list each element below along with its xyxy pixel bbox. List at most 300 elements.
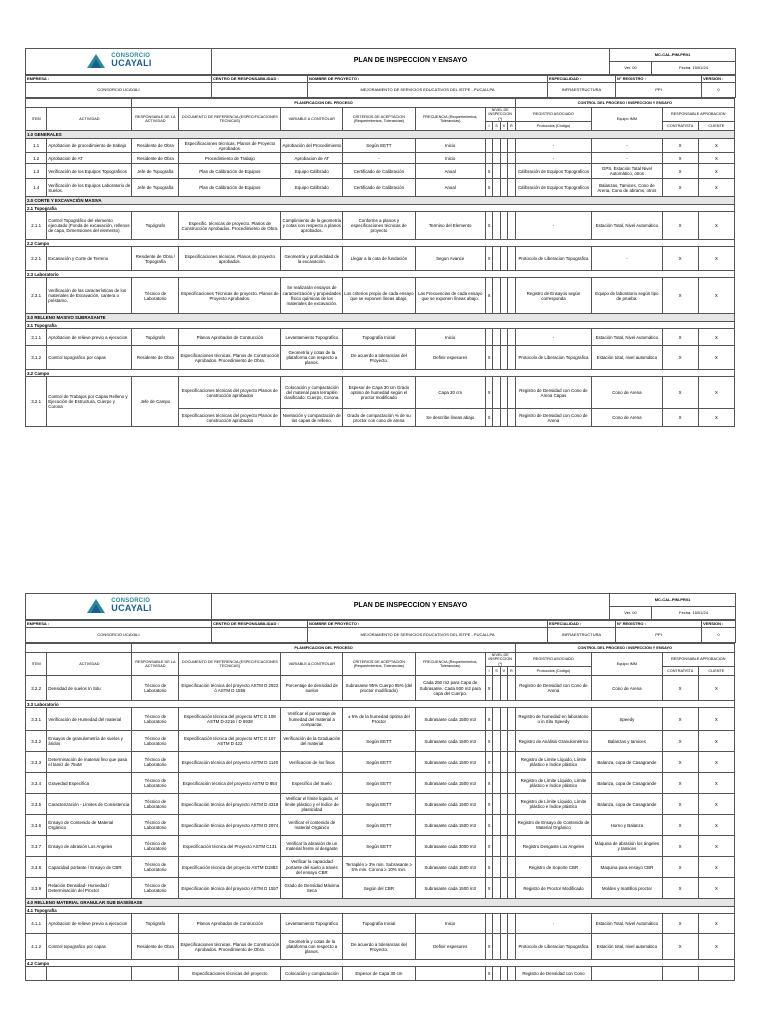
row-item: 3.3.3 <box>26 752 47 773</box>
row-cliente: X <box>698 377 734 409</box>
row-nivel-i: X <box>485 878 492 899</box>
row-equipo: Estación total, nivel automático <box>592 934 662 960</box>
especialidad-value: INFRAESTRUCTURA <box>548 83 616 98</box>
row-nivel-s <box>493 815 500 836</box>
especialidad-label: ESPECIALIDAD : <box>548 621 616 628</box>
row-cliente: X <box>698 878 734 899</box>
row-nivel-i: X <box>485 247 492 271</box>
row-registro: Registro de Limite Líquido, Límite plástico e Índice plástico <box>515 752 592 773</box>
document-title: PLAN DE INSPECCION Y ENSAYO <box>212 49 610 75</box>
colhead-cliente: CLIENTE <box>698 122 734 131</box>
subsection-heading: 3.3 Laboratorio <box>26 701 735 708</box>
row-registro: - <box>515 212 592 240</box>
row-variable: Geometría y profundidad de la excavación. <box>281 247 343 271</box>
row-nivel-v <box>500 934 507 960</box>
row-nivel-s <box>493 752 500 773</box>
row-nivel-v <box>500 139 507 153</box>
row-nivel-s <box>493 914 500 934</box>
row-contratista: X <box>662 346 698 370</box>
row-frecuencia: Anual <box>415 164 485 179</box>
table-row <box>26 794 735 815</box>
row-actividad: Aprobacion de AT <box>47 153 132 164</box>
row-registro: Protocolo de Liberacion Topografica <box>515 934 592 960</box>
row-nivel-r <box>508 409 516 427</box>
colhead-item: ITEM <box>26 653 47 676</box>
colhead-control: CONTROL DEL PROCESO / INSPECCION Y ENSAYO <box>515 99 734 108</box>
table-row <box>26 836 735 857</box>
row-item: 1.3 <box>26 164 47 179</box>
row-frecuencia: Se describe lineas abajo <box>415 409 485 427</box>
colhead-nivel-sub: I <box>485 667 492 676</box>
subsection-heading: 2.3 Laboratorio <box>26 271 735 278</box>
row-variable: Equipo Calibrado <box>281 164 343 179</box>
row-actividad: Control topografico por capas <box>47 934 132 960</box>
row-frecuencia: Inicio <box>415 914 485 934</box>
colhead-variable: VARIABLE A CONTROLAR <box>281 653 343 676</box>
table-row <box>26 708 735 731</box>
colhead-equipo: Equipo IMM <box>592 108 662 131</box>
row-nivel-s <box>493 878 500 899</box>
row-equipo: - <box>592 139 662 153</box>
row-criterios: Subrasante 95% Cuerpo 95% (del proctor modificado) <box>343 676 415 701</box>
table-row <box>26 857 735 878</box>
row-nivel-i <box>485 329 492 346</box>
row-nivel-s <box>493 247 500 271</box>
registro-value: PPI <box>616 83 702 98</box>
row-nivel-v <box>500 676 507 701</box>
row-nivel-r <box>508 836 516 857</box>
row-equipo: Maquina para ensayo CBR <box>592 857 662 878</box>
row-item: 3.3.9 <box>26 878 47 899</box>
version2-label: VERSION : <box>702 621 736 628</box>
row-variable: Aprobación del Procedimiento <box>281 139 343 153</box>
row-actividad: Densidad de suelos In Situ <box>47 676 132 701</box>
row-nivel-i: X <box>485 409 492 427</box>
row-documento: Especificación técnica del proyecto ASTM D 2974 <box>179 815 281 836</box>
row-variable: Verificar la capacidad portante del suelo a través del ensayo CBR <box>281 857 343 878</box>
row-nivel-v <box>500 278 507 314</box>
row-nivel-i: X <box>485 377 492 409</box>
row-nivel-s <box>493 278 500 314</box>
row-cliente: X <box>698 164 734 179</box>
registro-label: N° REGISTRO : <box>616 76 702 83</box>
row-responsable: Jefe de Topografía <box>132 179 179 197</box>
row-documento: Especificaciones técnicas del proyecto Planos de construcción aprobados <box>179 409 281 427</box>
empresa-label: EMPRESA : <box>26 621 212 628</box>
row-contratista: X <box>662 247 698 271</box>
row-nivel-i: X <box>485 179 492 197</box>
doc-code: MC-CAL-PIM-PR01 <box>610 594 736 607</box>
row-registro: - <box>515 914 592 934</box>
row-nivel-i <box>485 139 492 153</box>
row-actividad: Gravedad Específica <box>47 773 132 794</box>
row-variable: Verificacion de los finos <box>281 752 343 773</box>
row-nivel-v <box>500 346 507 370</box>
row-documento: Especificaciones técnicas. Planos de Construcción Aprobados. Procedimiento de Obra. <box>179 346 281 370</box>
row-item: 3.3.5 <box>26 794 47 815</box>
row-nivel-s <box>493 164 500 179</box>
document-title: PLAN DE INSPECCION Y ENSAYO <box>212 594 610 620</box>
row-nivel-s <box>493 153 500 164</box>
table-row <box>26 676 735 701</box>
row-contratista: X <box>662 914 698 934</box>
inspection-table-page-1 <box>25 98 735 427</box>
row-contratista: X <box>662 857 698 878</box>
row-nivel-v <box>500 731 507 752</box>
row-registro: Calibración de Equipos Topograficos <box>515 179 592 197</box>
row-documento: Especificaciones técnicas. Planos de Proyecto Aprobados. <box>179 139 281 153</box>
row-actividad <box>47 967 132 981</box>
row-documento: Especificaciones técnicas. Planos de Construcción Aprobados. Procedimiento de Obra. <box>179 934 281 960</box>
row-frecuencia: Definir espesores <box>415 346 485 370</box>
row-nivel-i: X <box>485 794 492 815</box>
row-nivel-v <box>500 815 507 836</box>
row-documento: Planos Aprobados de Contrucción <box>179 914 281 934</box>
table-row <box>26 212 735 240</box>
row-equipo: Balanza, copa de Casagrande <box>592 752 662 773</box>
row-frecuencia: Inicio <box>415 153 485 164</box>
row-equipo: Estación total, nivel automático <box>592 346 662 370</box>
row-equipo <box>592 967 662 981</box>
colhead-cliente: CLIENTE <box>698 667 734 676</box>
row-item: 3.3.6 <box>26 815 47 836</box>
row-documento: Plan de Calibración de Equipos <box>179 179 281 197</box>
row-equipo: Speedy <box>592 708 662 731</box>
row-variable: Geometría y cotas de la plataforma con respecto a planos. <box>281 934 343 960</box>
proyecto-value: MEJORAMIENTO DE SERVICIOS EDUCATIVOS DEL ISTPE - PUCALLPA <box>308 83 548 98</box>
row-item: 2.1.1 <box>26 212 47 240</box>
proyecto-label: NOMBRE DE PROYECTO : <box>308 621 548 628</box>
row-nivel-r <box>508 914 516 934</box>
document-page-1 <box>25 48 735 427</box>
row-variable: Levantamiento Topografico <box>281 329 343 346</box>
row-contratista: X <box>662 836 698 857</box>
row-nivel-v <box>500 247 507 271</box>
row-nivel-r <box>508 346 516 370</box>
row-item: 3.2.1 <box>26 377 47 427</box>
row-criterios: De acuerdo a tolerancias del Proyecto. <box>343 934 415 960</box>
header-table <box>25 593 736 620</box>
row-equipo: GPS, Estación Total Nivel Automático, otros <box>592 164 662 179</box>
table-row <box>26 914 735 934</box>
row-cliente: X <box>698 346 734 370</box>
row-equipo: Cono de Arena <box>592 676 662 701</box>
row-actividad: Control de Trabajos por Capas Relleno y Ejecución de Estructura, Cuerpo y Corona <box>47 377 132 427</box>
row-item: 1.4 <box>26 179 47 197</box>
row-equipo: - <box>592 247 662 271</box>
row-responsable: Jefe de Topografía <box>132 164 179 179</box>
row-variable: Colocación y compactación <box>281 967 343 981</box>
info-table <box>25 75 736 98</box>
logo <box>26 49 212 75</box>
row-contratista: X <box>662 139 698 153</box>
row-nivel-i <box>485 153 492 164</box>
row-contratista: X <box>662 329 698 346</box>
row-nivel-s <box>493 346 500 370</box>
colhead-planificacion: PLANIFICACION DEL PROCESO <box>132 99 515 108</box>
row-responsable: Topógrafo <box>132 212 179 240</box>
row-nivel-s <box>493 836 500 857</box>
row-variable: Se realizarán ensayos de caracterización y propiedades físico químicas de los materiales de excavación. <box>281 278 343 314</box>
row-frecuencia: Subrasante cada 1500 m3 <box>415 815 485 836</box>
row-nivel-v <box>500 752 507 773</box>
row-nivel-s <box>493 329 500 346</box>
row-contratista: X <box>662 409 698 427</box>
table-row <box>26 878 735 899</box>
row-frecuencia: Subrasante cada 1500 m3 <box>415 731 485 752</box>
table-row <box>26 934 735 960</box>
colhead-resp-aprobacion: RESPONSABLE APROBACION <box>662 653 734 667</box>
colhead-blank <box>26 644 132 653</box>
row-criterios: Según EETT <box>343 731 415 752</box>
table-row <box>26 752 735 773</box>
colhead-actividad: ACTIVIDAD <box>47 108 132 131</box>
centro-value <box>212 628 308 643</box>
row-nivel-v <box>500 878 507 899</box>
centro-label: CENTRO DE RESPONSABILIDAD : <box>212 621 308 628</box>
colhead-item: ITEM <box>26 108 47 131</box>
row-criterios: Según EETT <box>343 773 415 794</box>
row-actividad: Ensayo de Contenido de Material Orgánico <box>47 815 132 836</box>
row-cliente: X <box>698 731 734 752</box>
row-item: 2.3.1 <box>26 278 47 314</box>
row-cliente: X <box>698 914 734 934</box>
row-nivel-v <box>500 212 507 240</box>
row-nivel-i: X <box>485 857 492 878</box>
row-responsable: Residente de Obra <box>132 139 179 153</box>
row-frecuencia: Inicio <box>415 329 485 346</box>
row-variable: Verificación de la Graduación del material <box>281 731 343 752</box>
row-nivel-i: X <box>485 164 492 179</box>
row-contratista: X <box>662 815 698 836</box>
row-criterios: Según EETT <box>343 752 415 773</box>
row-criterios: Según EETT <box>343 139 415 153</box>
row-contratista: X <box>662 212 698 240</box>
row-variable: Colocación y compactación del material para terraplén clasificado: Cuerpo, Corona. <box>281 377 343 409</box>
row-cliente: X <box>698 836 734 857</box>
inspection-table-page-2 <box>25 643 735 981</box>
row-nivel-i: X <box>485 836 492 857</box>
colhead-actividad: ACTIVIDAD <box>47 653 132 676</box>
row-responsable: Técnico de Laboratorio <box>132 836 179 857</box>
row-responsable: Técnico de Laboratorio <box>132 878 179 899</box>
colhead-control: CONTROL DEL PROCESO / INSPECCION Y ENSAYO <box>515 644 734 653</box>
row-equipo: Estación Total, Nivel Automático <box>592 329 662 346</box>
row-variable: Verificar el límite líquido, el límite plástico y el índice de plasticidad <box>281 794 343 815</box>
row-frecuencia: Capa 30 cm <box>415 377 485 409</box>
row-nivel-r <box>508 934 516 960</box>
row-frecuencia: Subrasante cada 1500 m3 <box>415 878 485 899</box>
row-nivel-v <box>500 794 507 815</box>
colhead-responsable: RESPONSABLE DE LA ACTIVIDAD <box>132 108 179 131</box>
row-criterios: Según EETT <box>343 794 415 815</box>
row-variable: Aprobacion de AT <box>281 153 343 164</box>
header-table <box>25 48 736 75</box>
row-nivel-i: X <box>485 731 492 752</box>
row-responsable: Técnico de Laboratorio <box>132 676 179 701</box>
row-contratista: X <box>662 377 698 409</box>
table-row <box>26 773 735 794</box>
table-row <box>26 329 735 346</box>
row-responsable: Técnico de Laboratorio <box>132 731 179 752</box>
row-documento: Procedimiento de Trabajo <box>179 153 281 164</box>
table-row <box>26 247 735 271</box>
colhead-equipo: Equipo IMM <box>592 653 662 676</box>
row-equipo: Horno y Balanza <box>592 815 662 836</box>
colhead-planificacion: PLANIFICACION DEL PROCESO <box>132 644 515 653</box>
row-nivel-r <box>508 329 516 346</box>
section-heading: 2.0 CORTE Y EXCAVACIÓN MASIVA <box>26 197 735 205</box>
row-contratista: X <box>662 153 698 164</box>
row-contratista: X <box>662 878 698 899</box>
row-criterios: Terraplén ≥ 3% min. Subrasante ≥ 5% min. Corona ≥ 10% min. <box>343 857 415 878</box>
row-variable: Verificar la abrasión de un material frente al desgaste <box>281 836 343 857</box>
row-responsable: Técnico de Laboratorio <box>132 773 179 794</box>
row-registro: Registro de Densidad con Cono de Arena <box>515 409 592 427</box>
row-cliente: X <box>698 329 734 346</box>
row-nivel-r <box>508 773 516 794</box>
row-frecuencia: Subrasante cada 1500 m3 <box>415 857 485 878</box>
empresa-value: CONSORCIO UCAYALI <box>26 83 212 98</box>
row-equipo: Balanza, copa de Casagrande <box>592 773 662 794</box>
row-criterios: Certificado de Calibración <box>343 164 415 179</box>
row-responsable: Topógrafo <box>132 914 179 934</box>
row-nivel-i: X <box>485 346 492 370</box>
row-actividad: Relación Densidad- Humedad / Determinación del Proctor <box>47 878 132 899</box>
row-equipo: Moldes y martillos proctor <box>592 878 662 899</box>
row-cliente: X <box>698 857 734 878</box>
registro-label: N° REGISTRO : <box>616 621 702 628</box>
row-frecuencia: Subrasante cada 1500 m3 <box>415 708 485 731</box>
row-variable: Grado de Densidad Máxima Seca <box>281 878 343 899</box>
section-heading: 1.0 GENERALES <box>26 131 735 139</box>
row-criterios: Llegar a la cota de fundación <box>343 247 415 271</box>
colhead-responsable: RESPONSABLE DE LA ACTIVIDAD <box>132 653 179 676</box>
date-label: Fecha: 15/01/24 <box>652 62 736 75</box>
row-actividad: Verificación de las características de los materiales de Excavación, cantera o préstamo. <box>47 278 132 314</box>
row-responsable <box>132 967 179 981</box>
row-variable: Verificar el contenido de material Orgánico <box>281 815 343 836</box>
proyecto-label: NOMBRE DE PROYECTO : <box>308 76 548 83</box>
row-criterios: De acuerdo a tolerancias del Proyecto. <box>343 346 415 370</box>
row-cliente: X <box>698 773 734 794</box>
row-item <box>26 967 47 981</box>
row-registro: Registro de humedad en laboratorio o in Situ Speedy <box>515 708 592 731</box>
row-nivel-i: X <box>485 676 492 701</box>
row-contratista <box>662 967 698 981</box>
row-nivel-r <box>508 878 516 899</box>
row-actividad: Capacidad portante / Ensayo de CBR <box>47 857 132 878</box>
row-variable: Equipo Calibrado <box>281 179 343 197</box>
row-nivel-s <box>493 179 500 197</box>
row-nivel-v <box>500 409 507 427</box>
subsection-heading: 2.1 Topografía <box>26 205 735 212</box>
colhead-contratista: CONTRATISTA <box>662 122 698 131</box>
row-nivel-i: X <box>485 815 492 836</box>
logo-line2: UCAYALI <box>111 603 152 614</box>
row-nivel-s <box>493 967 500 981</box>
colhead-contratista: CONTRATISTA <box>662 667 698 676</box>
consorcio-logo-icon <box>85 52 107 70</box>
row-actividad: Caracterización - Límites de Consistencia <box>47 794 132 815</box>
row-nivel-r <box>508 179 516 197</box>
colhead-criterios: CRITERIOS DE ACEPTACION (Requerimientos, Tolerancias) <box>343 108 415 131</box>
row-responsable: Residente de Obra <box>132 346 179 370</box>
row-criterios: ± 5% de la humedad óptima del Proctor <box>343 708 415 731</box>
row-registro: Calibración de Equipos Topograficos <box>515 164 592 179</box>
table-row <box>26 139 735 153</box>
row-nivel-r <box>508 164 516 179</box>
row-nivel-v <box>500 377 507 409</box>
table-row <box>26 153 735 164</box>
row-registro: - <box>515 329 592 346</box>
colhead-nivel-sub: I <box>485 122 492 131</box>
row-nivel-v <box>500 708 507 731</box>
row-actividad: Ensayos de granulometría de suelos y áridos <box>47 731 132 752</box>
subsection-heading: 4.2 Campo <box>26 960 735 967</box>
date-label: Fecha: 15/01/24 <box>652 607 736 620</box>
row-variable: Específico del Suelo <box>281 773 343 794</box>
row-documento: Especific. técnicas de proyecto. Planos de Construcción Aprobados. Procedimiento de Obra. <box>179 212 281 240</box>
colhead-nivel-sub: V <box>500 122 507 131</box>
row-nivel-v <box>500 914 507 934</box>
section-heading: 4.0 RELLENO MATERIAL GRANULAR SUB BASE/BASE <box>26 899 735 907</box>
row-variable: Porcentaje de densidad de suelos <box>281 676 343 701</box>
colhead-frecuencia: FRECUENCIA (Requerimientos, Tolerancias) <box>415 653 485 676</box>
row-item: 3.2.2 <box>26 676 47 701</box>
row-contratista: X <box>662 794 698 815</box>
doc-code: MC-CAL-PIM-PR01 <box>610 49 736 62</box>
row-nivel-v <box>500 153 507 164</box>
row-registro: Registro de Análisis Granulométrico <box>515 731 592 752</box>
row-criterios: Según del CBR <box>343 878 415 899</box>
row-frecuencia <box>415 967 485 981</box>
row-criterios: - <box>343 153 415 164</box>
row-registro: Registro de Límite Líquido, Límite plástico e Índice plástico <box>515 794 592 815</box>
row-criterios: Certificado de Calibración <box>343 179 415 197</box>
row-nivel-v <box>500 967 507 981</box>
row-cliente: X <box>698 676 734 701</box>
row-equipo: Balanzas y tamices <box>592 731 662 752</box>
version-label: Ver. 00 <box>610 62 652 75</box>
colhead-registro-sub: Protocolos (Código) <box>515 667 592 676</box>
colhead-blank <box>26 99 132 108</box>
row-equipo: Equipo de laboratorio según tipo de prueba. <box>592 278 662 314</box>
row-responsable: Residente de Obra <box>132 153 179 164</box>
row-actividad: Aprobacion de relieve previo a ejecucion <box>47 329 132 346</box>
row-cliente: X <box>698 708 734 731</box>
row-registro: Registro de Soporte CBR <box>515 857 592 878</box>
table-row <box>26 967 735 981</box>
row-nivel-s <box>493 773 500 794</box>
section-heading: 3.0 RELLENO MASIVO SUBRASANTE <box>26 314 735 322</box>
row-item: 3.3.2 <box>26 731 47 752</box>
row-frecuencia: Inicio <box>415 139 485 153</box>
row-cliente: X <box>698 139 734 153</box>
row-actividad: Excavación y Corte de Terreno <box>47 247 132 271</box>
table-row <box>26 815 735 836</box>
row-item: 1.1 <box>26 139 47 153</box>
row-frecuencia: Subrasante cada 1500 m3 <box>415 752 485 773</box>
row-documento: Especificación técnica del proyecto MTC E 108 ASTM D-2216 / D 6938 <box>179 708 281 731</box>
row-criterios: Grado de compactación % de su proctor con cono de arena <box>343 409 415 427</box>
row-documento: Plan de Calibración de Equipos <box>179 164 281 179</box>
table-row <box>26 346 735 370</box>
row-nivel-s <box>493 731 500 752</box>
row-documento: Especificación técnica del proyecto ASTM D 4318 <box>179 794 281 815</box>
row-contratista: X <box>662 773 698 794</box>
row-documento: Especificación técnica del proyecto MTC E 107 ASTM D 422 <box>179 731 281 752</box>
